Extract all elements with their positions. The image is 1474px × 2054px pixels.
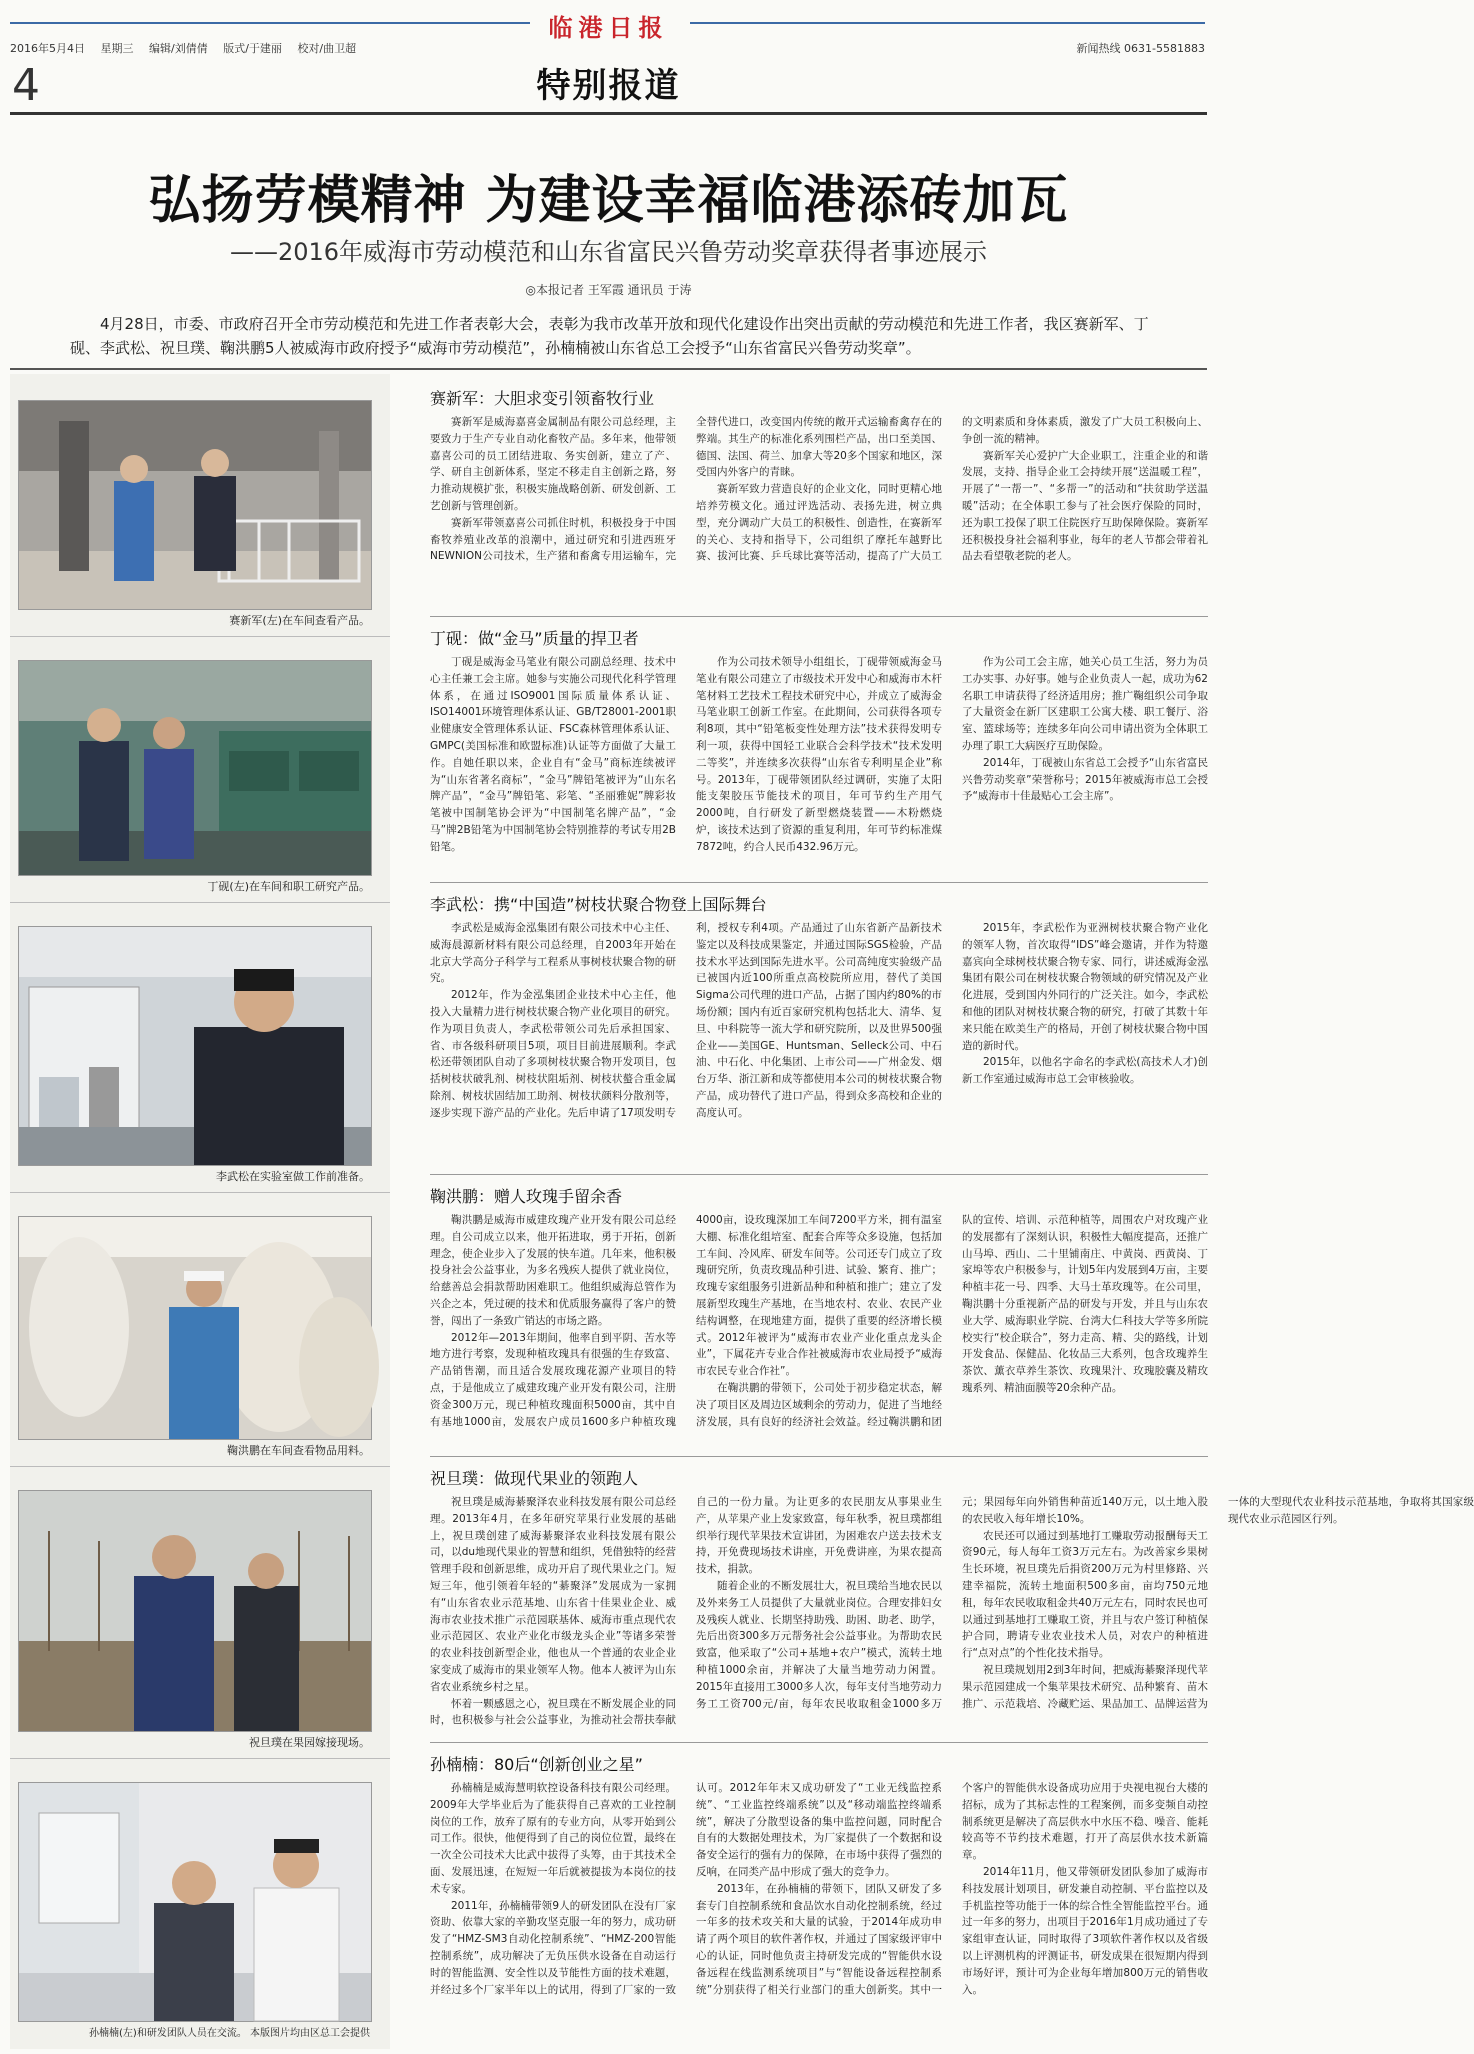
story-paragraph: 2015年，李武松作为亚洲树枝状聚合物产业化的领军人物，首次取得“IDS”峰会邀请，并作为特邀嘉宾向全球树枝状聚合物专家、同行，讲述威海金泓集团有限公司在树枝状聚合物领域的研究情况及产业化进展，受到国内外同行的广泛关注。如今，李武松和他的团队对树枝状聚合物的研究，打破了其数十年来只能在欧美生产的格局，开创了树枝状聚合物中国造的新时代。 [962,922,1208,1052]
photo-caption-6: 孙楠楠(左)和研发团队人员在交流。 本版图片均由区总工会提供 [89,2028,370,2039]
story-body [430,1212,1208,1448]
story-body [430,920,1208,1168]
story-body [430,414,1208,610]
team-discussion-photo-image [19,1783,371,2021]
intro-rule [10,368,1207,370]
story-paragraph: 农民还可以通过到基地打工赚取劳动报酬每天工资90元，每人每年工资3万元左右。为改善家乡果树生长环境，祝旦璞先后捐资200万元为村里修路、兴建幸福院，流转土地面积500多亩，亩均750元地租，每年农民收取租金共40万元左右，同时农民也可以通过到基地打工赚取工资，并且与农户签订种植保护合同，聘请专业农业技术人员，对农户的种植进行“点对点”的个性化技术指导。 [962,1529,1208,1660]
story-paragraph: 赛新军是威海嘉喜金属制品有限公司总经理，主要致力于生产专业自动化畜牧产品。多年来，他带领嘉喜公司的员工团结进取、务实创新，建立了产、学、研自主创新体系，坚定不移走自主创新之路，努力推动规模扩张，积极实施战略创新、研发创新、工艺创新与管理创新。 [430,416,676,512]
story-paragraph: 2014年11月，他又带领研发团队参加了威海市科技发展计划项目，研发兼自动控制、平台监控以及手机监控等功能于一体的综合性全智能监控平台。通过一年多的努力，出项目于2016年1月成功通过了专家组审查认证，同时取得了3项软件著作权以及省级以上评测机构的评测证书，研发成果在很短期内得到市场好评，预计可为企业每年增加800万元的销售收入。 [962,1865,1208,1996]
lab-portrait-photo [18,926,372,1166]
layout-credit: 版式/于建丽 [223,42,282,55]
header-rule-right [690,22,1205,24]
photo-separator [10,1192,390,1193]
story-ju-hongpeng [430,1184,1208,1448]
issue-weekday: 星期三 [100,42,134,55]
story-body [430,1494,1474,1734]
story-paragraph: 2014年，丁砚被山东省总工会授予“山东省富民兴鲁劳动奖章”荣誉称号；2015年被威海市总工会授予“威海市十佳最贴心工会主席”。 [962,756,1208,803]
news-hotline: 新闻热线 0631-5581883 [1076,42,1205,55]
story-paragraph: 作为公司技术领导小组组长，丁砚带领威海金马笔业有限公司建立了市级技术开发中心和威海市木杆笔材料工艺技术工程技术研究中心，并成立了威海金马笔业职工创新工作室。在此期间，公司获得各项专利8项，其中“铅笔板变性处理方法”技术获得发明专利一项，获得中国轻工业联合会科学技术“技术发明二等奖”，并连续多次获得“山东省专利明星企业”称号。2013年，丁砚带领团队经过调研，实施了太阳能支架胶压节能技术的项目，年可节约生产用气2000吨，自行研发了新型燃烧装置——木粉燃烧炉，该技术达到了资源的重复利用，年可节约标准煤7872吨，约合人民币432.96万元。 [696,656,942,853]
newspaper-name: 临港日报 [548,13,669,42]
factory-workers-photo-image [19,401,371,609]
story-divider [430,1742,1208,1743]
workshop-research-photo [18,660,372,876]
story-sai-xinjun [430,386,1208,610]
story-paragraph: 随着企业的不断发展壮大，祝旦璞给当地农民以及外来务工人员提供了大量就业岗位。合理安排妇女及残疾人就业、长期坚持助残、助困、助老、助学，先后出资300多万元帮务社会公益事业。为帮助农民致富，他采取了“公司+基地+农户”模式，流转土地种植1000余亩，并解决了大量当地劳动力闲置。2015年直接用工3000多人次，每年支付当地劳动力务工工资700元/亩，每年农民收取租金1000多万元；果园每年向外销售种苗近140万元，以土地入股的农民收入每年增长10%。 [696,1496,1208,1710]
story-title: 孙楠楠：80后“创新创业之星” [430,1755,643,1774]
story-li-wusong [430,892,1208,1168]
lab-portrait-photo-image [19,927,371,1165]
photo-separator [10,902,390,903]
rose-material-photo-image [19,1217,371,1439]
photo-caption-5: 祝旦璞在果园嫁接现场。 [249,1736,370,1749]
story-divider [430,882,1208,883]
story-paragraph: 李武松是威海金泓集团有限公司技术中心主任、威海晨源新材料有限公司总经理，自2003年开始在北京大学高分子科学与工程系从事树枝状聚合物的研究。 [430,922,676,985]
page-number: 4 [12,60,40,111]
story-body [430,654,1208,876]
story-sun-nannan [430,1752,1208,2048]
story-paragraph: 祝旦璞是威海綦聚泽农业科技发展有限公司总经理。2013年4月，在多年研究苹果行业发展的基础上，祝旦璞创建了威海綦聚泽农业科技发展有限公司，以du地现代果业的智慧和组织，凭借独特的经营管理手段和创新思维，成功开启了现代果业之门。短短三年，他引领着年轻的“綦聚泽”发展成为一家拥有“山东省农业示范基地、山东省十佳果业企业、威海市农业技术推广示范园联基体、威海市重点现代农业示范园区、农业产业化市级龙头企业”等诸多荣誉的农业科技创新型企业，他也从一个普通的农业企业家变成了威海市的果业领军人物。他本人被评为山东省农业系统乡村之星。 [430,1496,676,1693]
photo-caption-4: 鞠洪鹏在车间查看物品用料。 [227,1444,370,1457]
story-paragraph: 在鞠洪鹏的带领下，公司处于初步稳定状态，解决了项目区及周边区域剩余的劳动力，促进了当地经济发展，具有良好的经济社会效益。经过鞠洪鹏和团队的宣传、培训、示范种植等，周围农户对玫瑰产业的发展都有了深刻认识，积极性大幅度提高，还推广山马埠、西山、二十里铺南庄、中黄岗、西黄岗、丁家埠等农户积极参与，计划5年内发展到4万亩，主要种植丰花一号、四季、大马士革玫瑰等。在公司里，鞠洪鹏十分重视新产品的研发与开发，并且与山东农业大学、威海职业学院、台湾大仁科技大学等多所院校实行“校企联合”，努力走高、精、尖的路线，计划开发食品、保健品、化妆品三大系列，包含玫瑰养生茶饮、薰衣草养生茶饮、玫瑰果汁、玫瑰胶囊及精玫瑰系列、精油面膜等20余种产品。 [696,1214,1208,1428]
story-body [430,1780,1208,2046]
photo-caption-1: 赛新军(左)在车间查看产品。 [229,614,370,627]
story-paragraph: 祝旦璞规划用2到3年时间，把威海綦聚泽现代苹果示范园建成一个集苹果技术研究、品种繁育、苗木推广、示范栽培、冷藏贮运、果品加工、品牌运营为一体的大型现代农业科技示范基地，争取将其国家级现代农业示范园区行列。 [962,1496,1474,1710]
story-paragraph: 孙楠楠是威海慧明软控设备科技有限公司经理。2009年大学毕业后为了能获得自己喜欢的工业控制岗位的工作，放弃了原有的专业方向，从零开始到公司工作。很快，他便得到了自己的岗位位置，最终在一次全公司技术大比武中拔得了头筹，由于其技术全面、发展迅速，在短短一年后就被提拔为本岗位的技术专家。 [430,1782,676,1895]
workshop-research-photo-image [19,661,371,875]
story-title: 鞠洪鹏：赠人玫瑰手留余香 [430,1187,623,1206]
story-paragraph: 鞠洪鹏是威海市威建玫瑰产业开发有限公司总经理。自公司成立以来，他开拓进取，勇于开拓，创新理念，使企业步入了发展的快车道。几年来，他积极投身社会公益事业，为多名残疾人提供了就业岗位，给慈善总会捐款帮助困难职工。他组织威海总管作为兴企之本，凭过硬的技术和优质服务赢得了客户的赞誉，闯出了一条致广销达的市场之路。 [430,1214,676,1327]
story-zhu-danpu [430,1466,1474,1734]
editor-credit: 编辑/刘倩倩 [149,42,208,55]
intro-paragraph: 4月28日，市委、市政府召开全市劳动模范和先进工作者表彰大会，表彰为我市改革开放和现代化建设作出突出贡献的劳动模范和先进工作者，我区赛新军、丁砚、李武松、祝旦璞、鞠洪鹏5人被威海市政府授予“威海市劳动模范”，孙楠楠被山东省总工会授予“山东省富民兴鲁劳动奖章”。 [70,315,1149,357]
story-ding-yan [430,626,1208,876]
story-title: 赛新军：大胆求变引领畜牧行业 [430,389,655,408]
photo-separator [10,1466,390,1467]
team-discussion-photo [18,1782,372,2022]
story-paragraph: 赛新军带领嘉喜公司抓住时机，积极投身于中国畜牧养殖业改革的浪潮中，通过研究和引进西班牙NEWNION公司技术，生产猪和畜禽专用运输车，完全替代进口，改变国内传统的敞开式运输畜禽存在的弊端。其生产的标准化系列围栏产品，出口至美国、德国、法国、荷兰、加拿大等20多个国家和地区，深受国内外客户的青睐。 [430,416,942,563]
section-rule [10,112,1207,115]
photo-separator [10,636,390,637]
story-title: 祝旦璞：做现代果业的领跑人 [430,1469,639,1488]
story-paragraph: 赛新军致力营造良好的企业文化，同时更精心地培养劳模文化。通过评选活动、表扬先进，树立典型，充分调动广大员工的积极性、创造性，在赛新军的关心、支持和指导下，公司组织了摩托车越野比赛、拔河比赛、乒乓球比赛等活动，提高了广大员工的文明素质和身体素质，激发了广大员工积极向上、争创一流的精神。 [696,416,1208,563]
rose-material-photo [18,1216,372,1440]
story-divider [430,1174,1208,1175]
photo-separator [10,1758,390,1759]
story-paragraph: 2011年，孙楠楠带领9人的研发团队在没有厂家资助、依靠大家的辛勤攻坚克服一年的努力，成功研发了“HMZ-SM3自动化控制系统”、“HMZ-200智能控制系统”，成功解决了无负压供水设备在自动运行时的智能监测、安全性以及节能性方面的技术难题，并经过多个厂家半年以上的试用，得到了厂家的一致认可。2012年年末又成功研发了“工业无线监控系统”、“工业监控终端系统”以及“移动端监控终端系统”，解决了分散型设备的集中监控问题，同时配合自有的大数据处理技术，为厂家提供了一个数据和设备安全运行的强有力的保障，在市场中获得了强烈的反响，在同类产品中形成了强大的竞争力。 [430,1782,942,1996]
byline: ◎本报记者 王军霞 通讯员 于涛 [525,283,692,297]
story-paragraph: 丁砚是威海金马笔业有限公司副总经理、技术中心主任兼工会主席。她参与实施公司现代化科学管理体系，在通过ISO9001国际质量体系认证、ISO14001环境管理体系认证、GB/T28001-2001职业健康安全管理体系认证、FSC森林管理体系认证、GMPC(美国标准和欧盟标准)认证等方面做了大量工作。自她任职以来，企业自有“金马”商标连续被评为“山东省著名商标”，“金马”牌铅笔被评为“山东名牌产品”，“金马”牌铅笔、彩笔、“圣丽雅妮”牌彩妆笔被中国制笔协会评为“中国制笔名牌产品”，“金马”牌2B铅笔为中国制笔协会特别推荐的考试专用2B铅笔。 [430,656,676,853]
subheadline: ——2016年威海市劳动模范和山东省富民兴鲁劳动奖章获得者事迹展示 [229,238,988,266]
story-title: 李武松：携“中国造”树枝状聚合物登上国际舞台 [430,895,767,914]
photo-caption-3: 李武松在实验室做工作前准备。 [216,1170,370,1183]
section-title: 特别报道 [536,66,681,106]
story-paragraph: 赛新军关心爱护广大企业职工，注重企业的和谐发展，支持、指导企业工会持续开展“送温暖工程”，开展了“一帮一”、“多帮一”的活动和“扶贫助学送温暖”活动；在全体职工参与了社会医疗保险的同时，还为职工投保了职工住院医疗互助保障保险。赛新军还积极投身社会福利事业，每年的老人节都会带着礼品去看望敬老院的老人。 [962,449,1208,563]
masthead [0,0,1217,111]
orchard-photo-image [19,1491,371,1731]
story-paragraph: 2012年—2013年期间，他率自到平阴、苦水等地方进行考察，发现种植玫瑰具有很强的生存致富、产品销售潮，而且适合发展玫瑰花源产业项目的特点，于是他成立了威建玫瑰产业开发有限公司，注册资金300万元，现已种植玫瑰面积5000亩，其中自有基地1000亩，发展农户成员1600多户种植玫瑰4000亩，设玫瑰深加工车间7200平方米，拥有温室大棚、标准化组培室、配套合库等众多设施，包括加工车间、冷风库、研发车间等。公司还专门成立了玫瑰研究所，负责玫瑰品种引进、试验、繁育、推广；玫瑰专家组服务引进新品种和种植和推广；建立了发展新型玫瑰生产基地，在当地农村、农业、农民产业结构调整，在现地建方面，提供了重要的经济增长模式。2012年被评为“威海市农业产业化重点龙头企业”，下属花卉专业合作社被威海市农业局授予“威海市农民专业合作社”。 [430,1214,942,1428]
proof-credit: 校对/曲卫超 [297,42,357,55]
story-title: 丁砚：做“金马”质量的捍卫者 [430,629,639,648]
story-paragraph: 2013年，在孙楠楠的带领下，团队又研发了多套专门自控制系统和食品饮水自动化控制系统，经过一年多的技术攻关和大量的试验，于2014年成功申请了两个项目的软件著作权，并通过了国家级评审中心的认证，同时他负责主持研发完成的“智能供水设备远程在线监测系统项目”与“智能设备远程控制系统”分别获得了相关行业部门的重大创新奖。其中一个客户的智能供水设备成功应用于央视电视台大楼的招标，成为了其标志性的工程案例，而多变频自动控制系统更是解决了高层供水中水压不稳、噪音、能耗较高等不节约技术难题，打开了高层供水技术新篇章。 [696,1782,1208,1996]
orchard-photo [18,1490,372,1732]
story-paragraph: 怀着一颗感恩之心，祝旦璞在不断发展企业的同时，也积极参与社会公益事业，为推动社会帮扶奉献自己的一份力量。为让更多的农民朋友从事果业生产，从苹果产业上发家致富，每年秋季，祝旦璞都组织举行现代苹果技术宣讲团，为困难农户送去技术支持，开免费现场技术讲座，开免费讲座，为果农提高技术，捐款。 [430,1496,942,1727]
story-paragraph: 2015年，以他名字命名的李武松(高技术人才)创新工作室通过威海市总工会审核验收。 [962,1056,1208,1086]
issue-meta [10,40,368,56]
story-paragraph: 作为公司工会主席，她关心员工生活，努力为员工办实事、办好事。她与企业负责人一起，成功为62名职工申请获得了经济适用房；推广鞠组织公司争取了大量资金在新厂区建职工公寓大楼、职工餐厅、浴室、篮球场等；连续多年向公司申请出资为全体职工办理了职工大病医疗互助保险。 [962,656,1208,752]
story-divider [430,616,1208,617]
photo-caption-2: 丁砚(左)在车间和职工研究产品。 [207,880,370,893]
story-paragraph: 2012年，作为金泓集团企业技术中心主任，他投入大量精力进行树枝状聚合物产业化项目的研究。作为项目负责人，李武松带领公司先后承担国家、省、市各级科研项目5项，项目目前进展顺利。李武松还带领团队自动了多项树枝状聚合物开发项目，包括树枝状破乳剂、树枝状阻垢剂、树枝状螯合重金属除剂、树枝状固结加工助剂、树枝状颜料分散剂等，逐步实现下游产品的产业化。先后申请了17项发明专利，授权专利4项。产品通过了山东省新产品新技术鉴定以及科技成果鉴定，并通过国际SGS检验，产品技术水平达到国际先进水平。公司高纯度实验级产品已被国内近100所重点高校院所应用，替代了美国Sigma公司代理的进口产品，占据了国内约80%的市场份额；国内有近百家研究机构包括北大、清华、复旦、中科院等一流大学和研究院所，以及世界500强企业——美国GE、Huntsman、Selleck公司、中石油、中石化、中化集团、上市公司——广州金发、烟台万华、浙江新和成等都使用本公司的树枝状聚合物产品，成功替代了进口产品，得到众多高校和企业的高度认可。 [430,922,942,1119]
headline: 弘扬劳模精神 为建设幸福临港添砖加瓦 [148,170,1069,231]
factory-workers-photo [18,400,372,610]
story-divider [430,1456,1208,1457]
issue-date: 2016年5月4日 [10,42,85,55]
